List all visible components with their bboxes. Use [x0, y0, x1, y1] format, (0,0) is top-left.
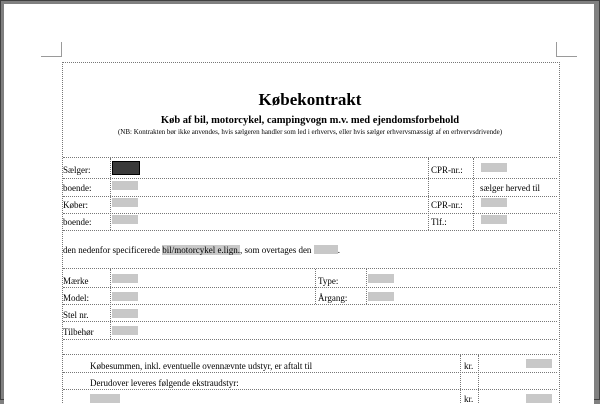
buyer-cpr-field[interactable]	[481, 198, 507, 207]
buyer-address-field[interactable]	[112, 215, 138, 224]
col-divider	[428, 158, 429, 230]
currency-label: kr.	[464, 361, 474, 371]
row-divider	[63, 304, 557, 305]
row-divider	[63, 339, 557, 340]
buyer-label: Køber:	[63, 200, 88, 210]
row-divider	[63, 230, 557, 231]
col-divider	[315, 269, 316, 304]
page-title: Købekontrakt	[258, 90, 362, 109]
col-divider	[478, 355, 479, 404]
seller-label: Sælger:	[63, 165, 91, 175]
model-label: Model:	[63, 293, 89, 303]
page-note: (NB: Kontrakten bør ikke anvendes, hvis sælgeren handler som led i erhvervs, eller hvis sælger erhvervsmæssigt af en erhvervsdrivende)	[117, 128, 503, 136]
sentence-before: den nedenfor specificerede	[63, 245, 160, 255]
row-divider	[63, 196, 557, 197]
frame-number-label: Stel nr.	[63, 310, 89, 320]
row-divider	[63, 389, 557, 390]
accessories-label: Tilbehør	[63, 327, 94, 337]
row-divider	[63, 157, 557, 158]
row-divider	[63, 287, 557, 288]
extras-currency-label: kr.	[464, 394, 474, 404]
year-field[interactable]	[368, 292, 394, 301]
crop-mark	[41, 56, 61, 57]
row-divider	[63, 354, 557, 355]
col-divider	[460, 355, 461, 404]
accessories-field[interactable]	[112, 326, 138, 335]
extras-price-field[interactable]	[526, 394, 552, 403]
seller-address-field[interactable]	[112, 181, 138, 190]
sentence-after: , som overtages den	[239, 245, 312, 255]
page-subtitle: Køb af bil, motorcykel, campingvogn m.v. med ejendomsforbehold	[160, 115, 460, 126]
crop-mark	[557, 56, 577, 57]
crop-mark	[556, 42, 557, 57]
model-field[interactable]	[112, 292, 138, 301]
col-divider	[110, 269, 111, 339]
type-label: Type:	[318, 276, 339, 286]
col-divider	[366, 269, 367, 304]
row-divider	[63, 213, 557, 214]
purchase-sum-field[interactable]	[526, 359, 552, 368]
frame-number-field[interactable]	[112, 309, 138, 318]
seller-herewith-text: sælger herved til	[480, 183, 540, 193]
make-label: Mærke	[63, 276, 89, 286]
handover-date-field[interactable]	[314, 245, 338, 254]
form-table	[62, 62, 560, 404]
seller-address-label: boende:	[63, 183, 92, 193]
seller-cpr-field[interactable]	[481, 163, 507, 172]
seller-name-field[interactable]	[112, 161, 140, 175]
crop-mark	[61, 42, 62, 57]
buyer-cpr-label: CPR-nr.:	[431, 200, 463, 210]
row-divider	[63, 178, 557, 179]
buyer-address-label: boende:	[63, 217, 92, 227]
row-divider	[63, 268, 557, 269]
seller-cpr-label: CPR-nr.:	[431, 165, 463, 175]
buyer-phone-field[interactable]	[481, 215, 507, 224]
row-divider	[63, 372, 557, 373]
make-field[interactable]	[112, 274, 138, 283]
vehicle-type-selection[interactable]: bil/motorcykel e.lign.	[162, 245, 240, 255]
transfer-sentence	[63, 244, 340, 255]
document-page	[4, 4, 594, 404]
purchase-sum-text: Købesummen, inkl. eventuelle ovennævnte udstyr, er aftalt til	[90, 361, 313, 371]
sentence-end: .	[337, 245, 340, 255]
col-divider	[473, 158, 474, 230]
type-field[interactable]	[368, 274, 394, 283]
buyer-phone-label: Tlf.:	[431, 217, 447, 227]
buyer-name-field[interactable]	[112, 198, 138, 207]
year-label: Årgang:	[318, 293, 348, 303]
extras-field[interactable]	[90, 394, 120, 403]
col-divider	[110, 158, 111, 230]
row-divider	[63, 321, 557, 322]
extras-text: Derudover leveres følgende ekstraudstyr:	[90, 378, 239, 388]
